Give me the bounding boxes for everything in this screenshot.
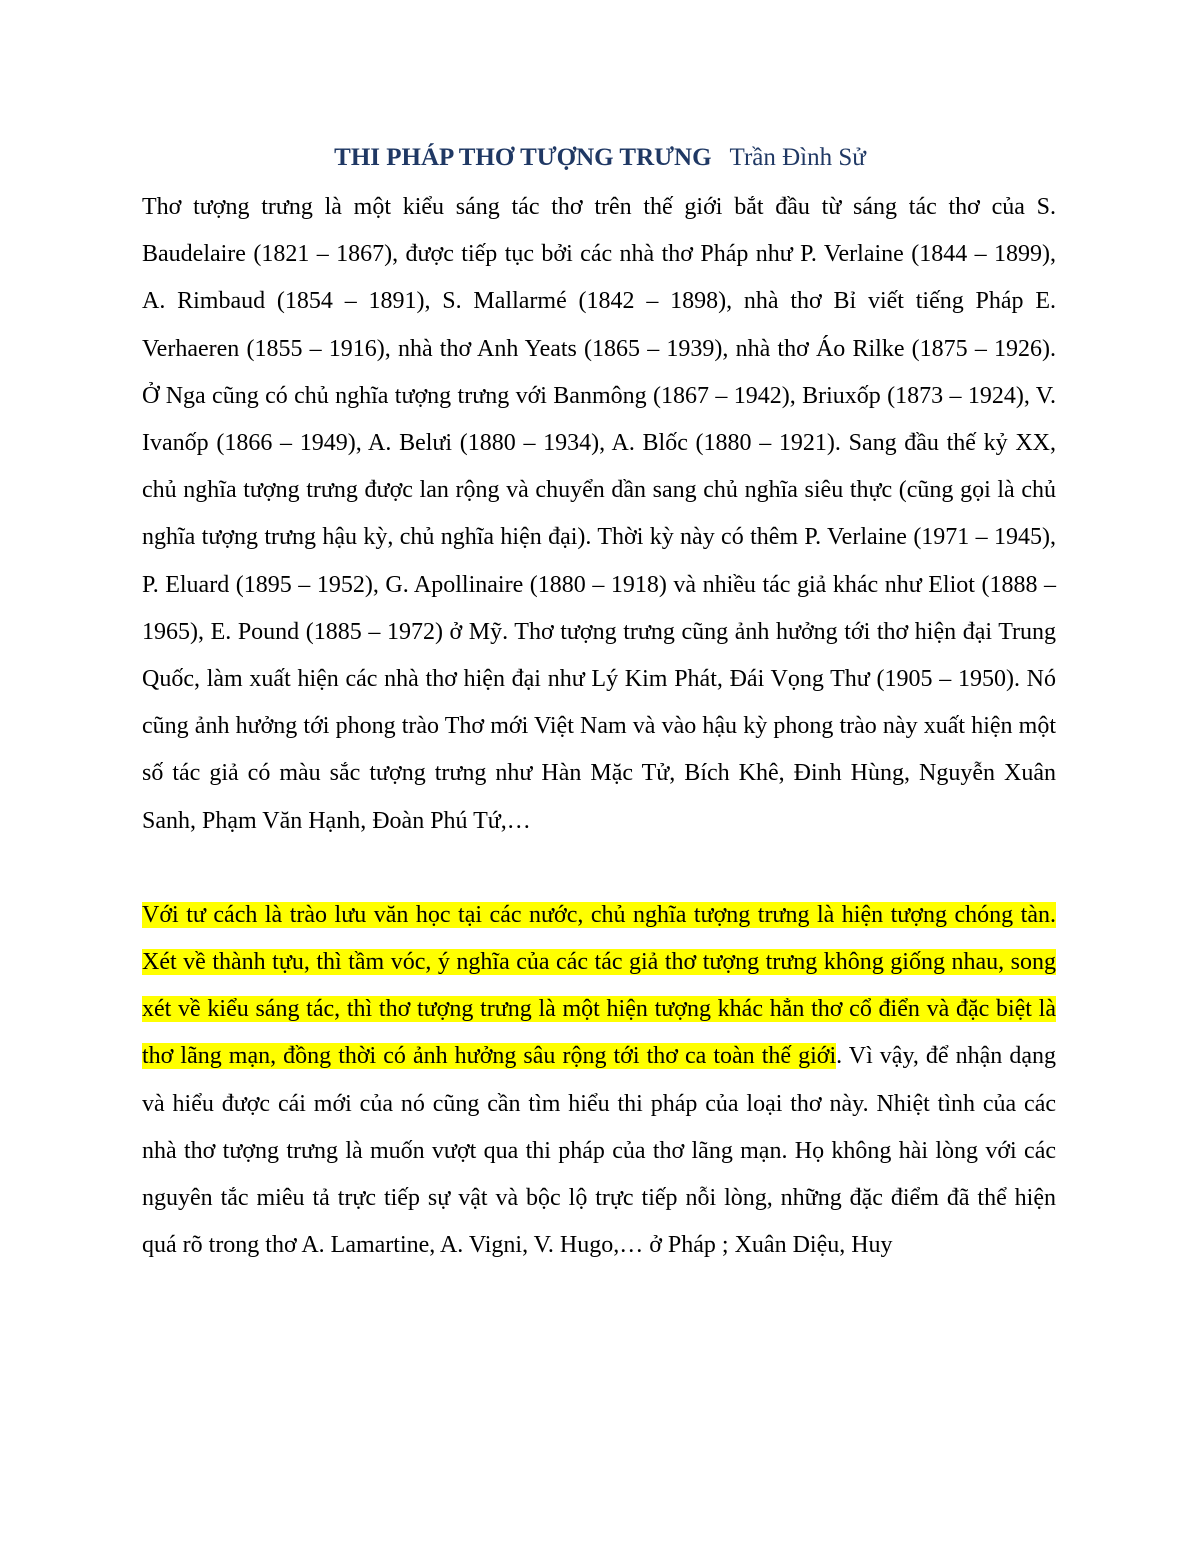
document-title: THI PHÁP THƠ TƯỢNG TRƯNG	[334, 144, 712, 171]
document-title-line	[142, 140, 1058, 176]
document-body	[142, 184, 1056, 1269]
paragraph-1: Thơ tượng trưng là một kiểu sáng tác thơ trên thế giới bắt đầu từ sáng tác thơ của S. Baudelaire (1821 – 1867), được tiếp tục bởi các nhà thơ Pháp như P. Verlaine (1844 – 1899), A. Rimbaud (1854 – 1891), S. Mallarmé (1842 – 1898), nhà thơ Bỉ viết tiếng Pháp E. Verhaeren (1855 – 1916), nhà thơ Anh Yeats (1865 – 1939), nhà thơ Áo Rilke (1875 – 1926). Ở Nga cũng có chủ nghĩa tượng trưng với Banmông (1867 – 1942), Briuxốp (1873 – 1924), V. Ivanốp (1866 – 1949), A. Belưi (1880 – 1934), A. Blốc (1880 – 1921). Sang đầu thế kỷ XX, chủ nghĩa tượng trưng được lan rộng và chuyển dần sang chủ nghĩa siêu thực (cũng gọi là chủ nghĩa tượng trưng hậu kỳ, chủ nghĩa hiện đại). Thời kỳ này có thêm P. Verlaine (1971 – 1945), P. Eluard (1895 – 1952), G. Apollinaire (1880 – 1918) và nhiều tác giả khác như Eliot (1888 – 1965), E. Pound (1885 – 1972) ở Mỹ. Thơ tượng trưng cũng ảnh hưởng tới thơ hiện đại Trung Quốc, làm xuất hiện các nhà thơ hiện đại như Lý Kim Phát, Đái Vọng Thư (1905 – 1950). Nó cũng ảnh hưởng tới phong trào Thơ mới Việt Nam và vào hậu kỳ phong trào này xuất hiện một số tác giả có màu sắc tượng trưng như Hàn Mặc Tử, Bích Khê, Đinh Hùng, Nguyễn Xuân Sanh, Phạm Văn Hạnh, Đoàn Phú Tứ,…	[142, 194, 1056, 834]
document-author: Trần Đình Sử	[729, 144, 866, 171]
paragraph-2-rest: . Vì vậy, để nhận dạng và hiểu được cái mới của nó cũng cần tìm hiểu thi pháp của loại thơ này. Nhiệt tình của các nhà thơ tượng trưng là muốn vượt qua thi pháp của thơ lãng mạn. Họ không hài lòng với các nguyên tắc miêu tả trực tiếp sự vật và bộc lộ trực tiếp nỗi lòng, những đặc điểm đã thể hiện quá rõ trong thơ A. Lamartine, A. Vigni, V. Hugo,… ở Pháp ; Xuân Diệu, Huy	[142, 1043, 1056, 1259]
paragraph-2	[142, 892, 1056, 1270]
highlighted-text: Với tư cách là trào lưu văn học tại các nước, chủ nghĩa tượng trưng là hiện tượng chóng tàn. Xét về thành tựu, thì tầm vóc, ý nghĩa của các tác giả thơ tượng trưng không giống nhau, song xét về kiểu sáng tác, thì thơ tượng trưng là một hiện tượng khác hẳn thơ cổ điển và đặc biệt là thơ lãng mạn, đồng thời có ảnh hưởng sâu rộng tới thơ ca toàn thế giới	[142, 901, 1056, 1070]
